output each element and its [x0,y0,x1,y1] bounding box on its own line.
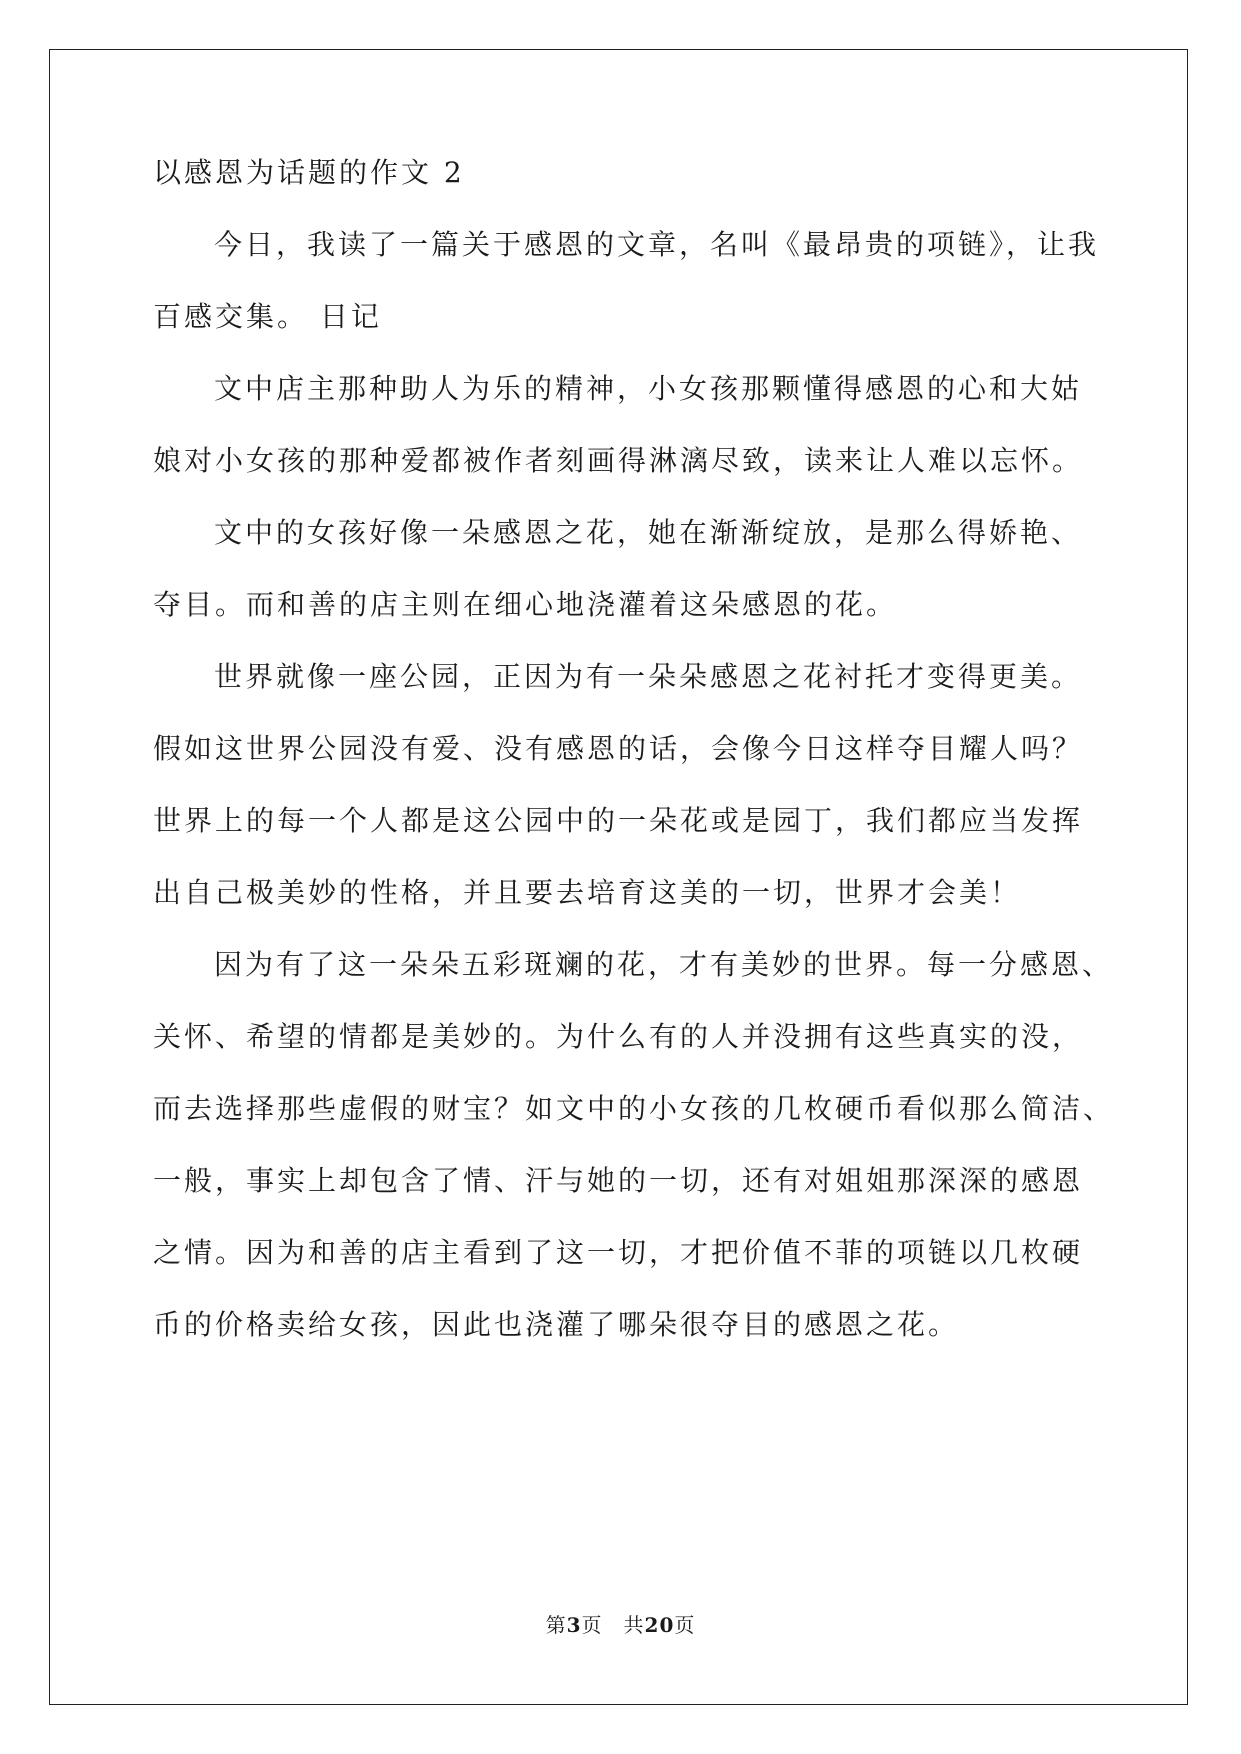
page-footer [0,1611,1241,1639]
text-line: 因为有了这一朵朵五彩斑斓的花，才有美妙的世界。每一分感恩、 [214,948,1114,981]
text-line: 而去选择那些虚假的财宝？如文中的小女孩的几枚硬币看似那么简洁、 [153,1092,1115,1125]
text-line: 世界就像一座公园，正因为有一朵朵感恩之花衬托才变得更美。 [214,660,1083,693]
text-line: 夺目。而和善的店主则在细心地浇灌着这朵感恩的花。 [153,588,898,621]
footer-prefix: 第 [545,1613,567,1637]
document-title: 以感恩为话题的作文 2 [153,156,465,189]
text-line: 假如这世界公园没有爱、没有感恩的话，会像今日这样夺目耀人吗？ [153,732,1084,765]
text-line: 一般，事实上却包含了情、汗与她的一切，还有对姐姐那深深的感恩 [153,1164,1084,1197]
text-line: 世界上的每一个人都是这公园中的一朵花或是园丁，我们都应当发挥 [153,804,1084,837]
footer-middle: 页 共 [581,1613,645,1637]
text-line: 出自己极美妙的性格，并且要去培育这美的一切，世界才会美！ [153,876,1022,909]
text-line: 关怀、希望的情都是美妙的。为什么有的人并没拥有这些真实的没， [153,1020,1084,1053]
text-line: 币的价格卖给女孩，因此也浇灌了哪朵很夺目的感恩之花。 [153,1308,960,1341]
total-pages: 20 [644,1613,675,1637]
text-line: 娘对小女孩的那种爱都被作者刻画得淋漓尽致，读来让人难以忘怀。 [153,444,1084,477]
page-number: 3 [566,1613,582,1637]
text-line: 百感交集。 日记 [153,300,382,333]
text-line: 文中店主那种助人为乐的精神，小女孩那颗懂得感恩的心和大姑 [214,372,1083,405]
text-line: 今日，我读了一篇关于感恩的文章，名叫《最昂贵的项链》，让我 [214,228,1100,261]
text-line: 文中的女孩好像一朵感恩之花，她在渐渐绽放，是那么得娇艳、 [214,516,1083,549]
footer-suffix: 页 [674,1613,696,1637]
text-line: 之情。因为和善的店主看到了这一切，才把价值不菲的项链以几枚硬 [153,1236,1084,1269]
